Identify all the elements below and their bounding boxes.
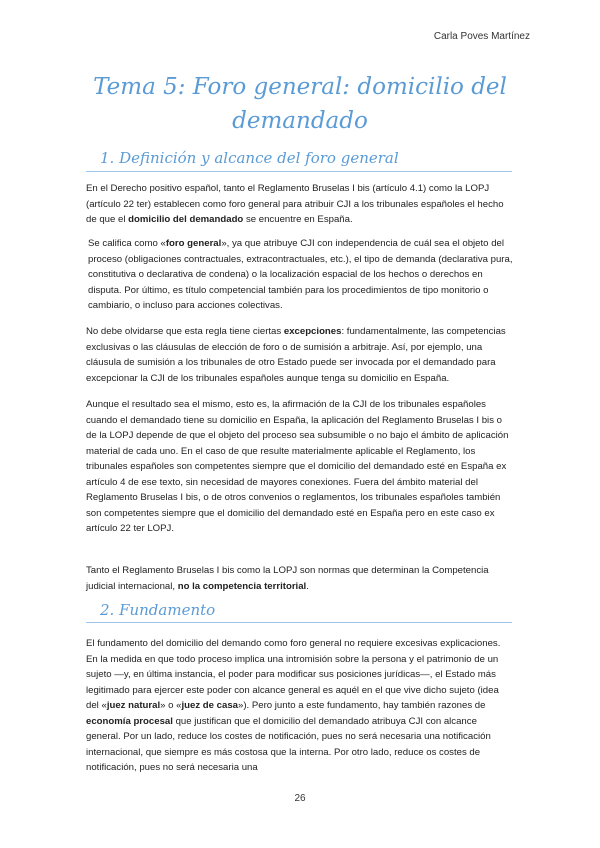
title-line-2: demandado (232, 108, 368, 134)
paragraph-1: En el Derecho positivo español, tanto el Reglamento Bruselas I bis (artículo 4.1) como la LOPJ (artículo 22 ter) establecen como foro general para atribuir CJI a los tribunales españoles el hecho de que el domicilio del demandado se encuentre en España. (86, 183, 504, 225)
section-heading-1: 1. Definición y alcance del foro general (100, 149, 399, 167)
paragraph-4: Aunque el resultado sea el mismo, esto es, la afirmación de la CJI de los tribunales españoles cuando el demandado tiene su domicilio en España, la aplicación del Reglamento Bruselas I bis o de la LOPJ depende de que el objeto del proceso sea subsumible o no bajo el ámbito de aplicación material de cada uno. En el caso de que resulte materialmente aplicable el Reglamento, los tribunales españoles son competentes siempre que el domicilio del demandado esté en España ex artículo 4 de ese texto, sin necesidad de mayores conexiones. Fuera del ámbito material del Reglamento Bruselas I bis, o de otros convenios o reglamentos, los tribunales españoles también son competentes siempre que el domicilio del demandado esté en España pero en este caso ex artículo 22 ter LOPJ. (86, 399, 509, 534)
bold-text: domicilio del demandado (128, 214, 244, 225)
title-line-1: Tema 5: Foro general: domicilio del (93, 74, 507, 100)
paragraph-2: Se califica como «foro general», ya que atribuye CJI con independencia de cuál sea el objeto del proceso (obligaciones contractuales, extracontractuales, etc.), el tipo de demanda (declarativa pura, constitutiva o declarativa de condena) o la localización espacial de los hechos o derechos en disputa. Por último, es título competencial también para los procedimientos de tipo monitorio o cambiario, o incluso para acciones colectivas. (88, 238, 513, 311)
paragraph-6: El fundamento del domicilio del demando como foro general no requiere excesivas explicaciones. En la medida en que todo proceso implica una intromisión sobre la persona y el patrimonio de un sujeto —y, en última instancia, el poder para modificar sus posiciones jurídicas—, el Estado más legitimado para ejercer este poder con alcance general es aquél en el que vive dicho sujeto (idea del «juez natural» o «juez de casa»). Pero junto a este fundamento, hay también razones de economía procesal que justifican que el domicilio del demandado atribuya CJI con alcance general. Por un lado, reduce los costes de notificación, pues no será necesaria una notificación internacional, que siempre es más costosa que la interna. Por otro lado, reduce os costes de notificación, pues no será necesaria una (86, 638, 501, 773)
paragraph-5: Tanto el Reglamento Bruselas I bis como la LOPJ son normas que determinan la Competencia judicial internacional, no la competencia territorial. (86, 565, 489, 592)
bold-text: excepciones (283, 326, 342, 337)
bold-text: economía procesal (86, 715, 173, 727)
section-1-rule (86, 171, 512, 172)
paragraph-3: No debe olvidarse que esta regla tiene ciertas excepciones: fundamentalmente, las competencias exclusivas o las cláusulas de elección de foro o de sumisión a arbitraje. Así, por ejemplo, una cláusula de sumisión a los tribunales de otro Estado puede ser invocada por el demandado para excepcionar la CJI de los tribunales españoles aunque tenga su domicilio en España. (86, 326, 506, 384)
header-author: Carla Poves Martínez (433, 31, 530, 42)
bold-text: foro general (165, 238, 222, 249)
page-number: 26 (294, 793, 306, 804)
bold-text: juez de casa (181, 700, 238, 711)
section-heading-2: 2. Fundamento (100, 601, 216, 619)
bold-text: juez natural (106, 700, 161, 711)
page-title (60, 70, 540, 138)
section-2-rule (86, 622, 512, 623)
bold-text: no la competencia territorial (177, 580, 307, 592)
